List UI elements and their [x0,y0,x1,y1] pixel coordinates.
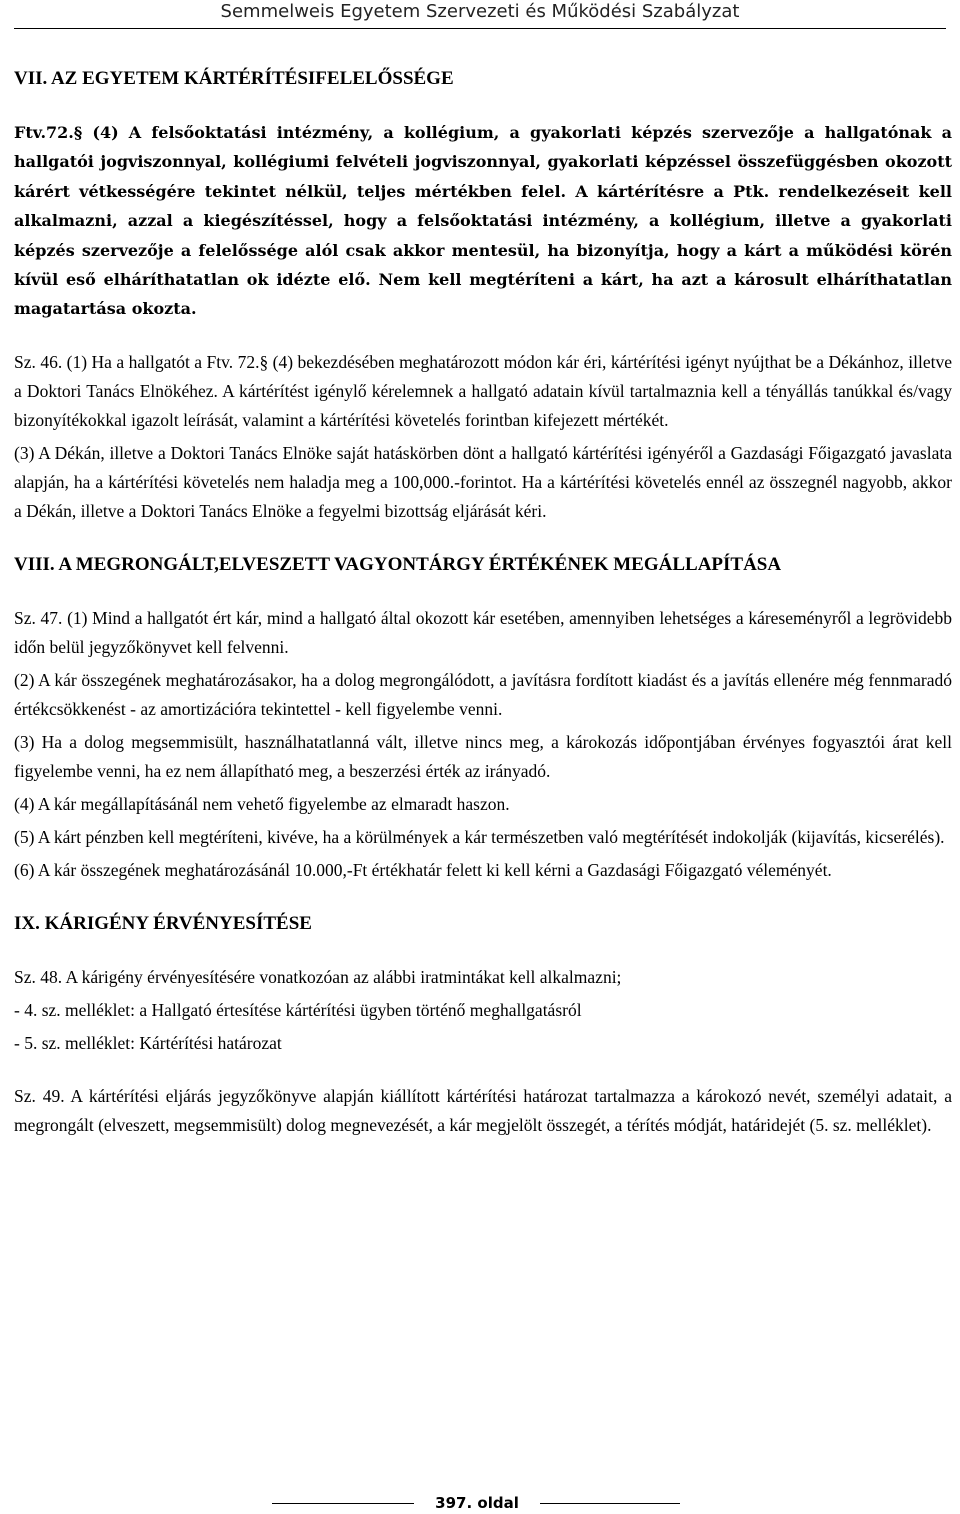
section-heading-ix: IX. KÁRIGÉNY ÉRVÉNYESÍTÉSE [14,912,312,934]
sz46-paragraph-1: Sz. 46. (1) Ha a hallgatót a Ftv. 72.§ (4) bekezdésében meghatározott módon kár éri, kártérítési igényt nyújthat be a Dékánhoz, illetve a Doktori Tanács Elnökéhez. A kártérítést igénylő kérelemnek a hallgató adatain kívül tartalmaznia kell a tényállás tanúkkal és/vagy bizonyítékokkal igazolt leírását, valamint a kártérítési követelés forintban kifejezett mértékét. [14,351,952,430]
page-footer [0,1492,960,1514]
sz47-paragraph-3: (3) Ha a dolog megsemmisült, használhatatlanná vált, illetve nincs meg, a károkozás időpontjában érvényes fogyasztói árat kell figyelembe venni, ha ez nem állapítható meg, a beszerzési érték az irányadó. [14,731,952,781]
section-heading-viii: VIII. A MEGRONGÁLT,ELVESZETT VAGYONTÁRGY ÉRTÉKÉNEK MEGÁLLAPÍTÁSA [14,553,782,575]
sz47-paragraph-5: (5) A kárt pénzben kell megtéríteni, kivéve, ha a körülmények a kár természetben való megtérítését indokolják (kijavítás, kicserélés). [14,826,945,847]
page-content [14,64,952,1140]
section-heading-vii: VII. AZ EGYETEM KÁRTÉRÍTÉSIFELELŐSSÉGE [14,68,454,89]
header-divider [14,28,946,29]
annex-4-item: - 4. sz. melléklet: a Hallgató értesítése kártérítési ügyben történő meghallgatásról [14,999,582,1020]
footer-rule-left [272,1503,414,1504]
page-number: 397. oldal [435,1494,519,1512]
sz49-paragraph: Sz. 49. A kártérítési eljárás jegyzőkönyve alapján kiállított kártérítési határozat tartalmazza a károkozó nevét, személyi adatait, a megrongált (elveszett, megsemmisült) dolog megnevezését, a kár megjelölt összegét, a térítés módját, határidejét (5. sz. melléklet). [14,1085,952,1135]
footer-rule-right [540,1503,680,1504]
sz47-paragraph-6: (6) A kár összegének meghatározásánál 10.000,-Ft értékhatár felett ki kell kérni a Gazdasági Főigazgató véleményét. [14,859,832,880]
sz46-paragraph-3: (3) A Dékán, illetve a Doktori Tanács Elnöke saját hatáskörben dönt a hallgató kártérítési igényéről a Gazdasági Főigazgató javaslata alapján, ha a kártérítési követelés nem haladja meg a 100,000.-forintot. Ha a kártérítési követelés ennél az összegnél nagyobb, akkor a Dékán, illetve a Doktori Tanács Elnöke a fegyelmi bizottság eljárását kéri. [14,442,952,521]
running-header: Semmelweis Egyetem Szervezeti és Működési Szabályzat [220,1,740,22]
ftv-72-paragraph: Ftv.72.§ (4) A felsőoktatási intézmény, a kollégium, a gyakorlati képzés szervezője a hallgatónak a hallgatói jogviszonnyal, kollégiumi felvételi jogviszonnyal, gyakorlati képzéssel összefüggésben okozott kárért vétkességére tekintet nélkül, teljes mértékben felel. A kártérítésre a Ptk. rendelkezéseit kell alkalmazni, azzal a kiegészítéssel, hogy a felsőoktatási intézmény, a kollégium, illetve a gyakorlati képzés szervezője a felelőssége alól csak akkor mentesül, ha bizonyítja, hogy a kárt a működési körén kívül eső elháríthatatlan ok idézte elő. Nem kell megtéríteni a kárt, ha azt a károsult elháríthatatlan magatartása okozta. [14,123,952,319]
sz47-paragraph-1: Sz. 47. (1) Mind a hallgatót ért kár, mind a hallgató által okozott kár esetében, amennyiben lehetséges a káreseményről a legrövidebb időn belül jegyzőkönyvet kell felvenni. [14,607,952,657]
sz47-paragraph-4: (4) A kár megállapításánál nem vehető figyelembe az elmaradt haszon. [14,793,510,814]
annex-5-item: - 5. sz. melléklet: Kártérítési határozat [14,1032,282,1053]
sz48-paragraph: Sz. 48. A kárigény érvényesítésére vonatkozóan az alábbi iratmintákat kell alkalmazni; [14,966,622,987]
sz47-paragraph-2: (2) A kár összegének meghatározásakor, ha a dolog megrongálódott, a javításra fordított kiadást és a javítás ellenére még fennmaradó értékcsökkenést - az amortizációra tekintettel - kell figyelembe venni. [14,669,952,719]
